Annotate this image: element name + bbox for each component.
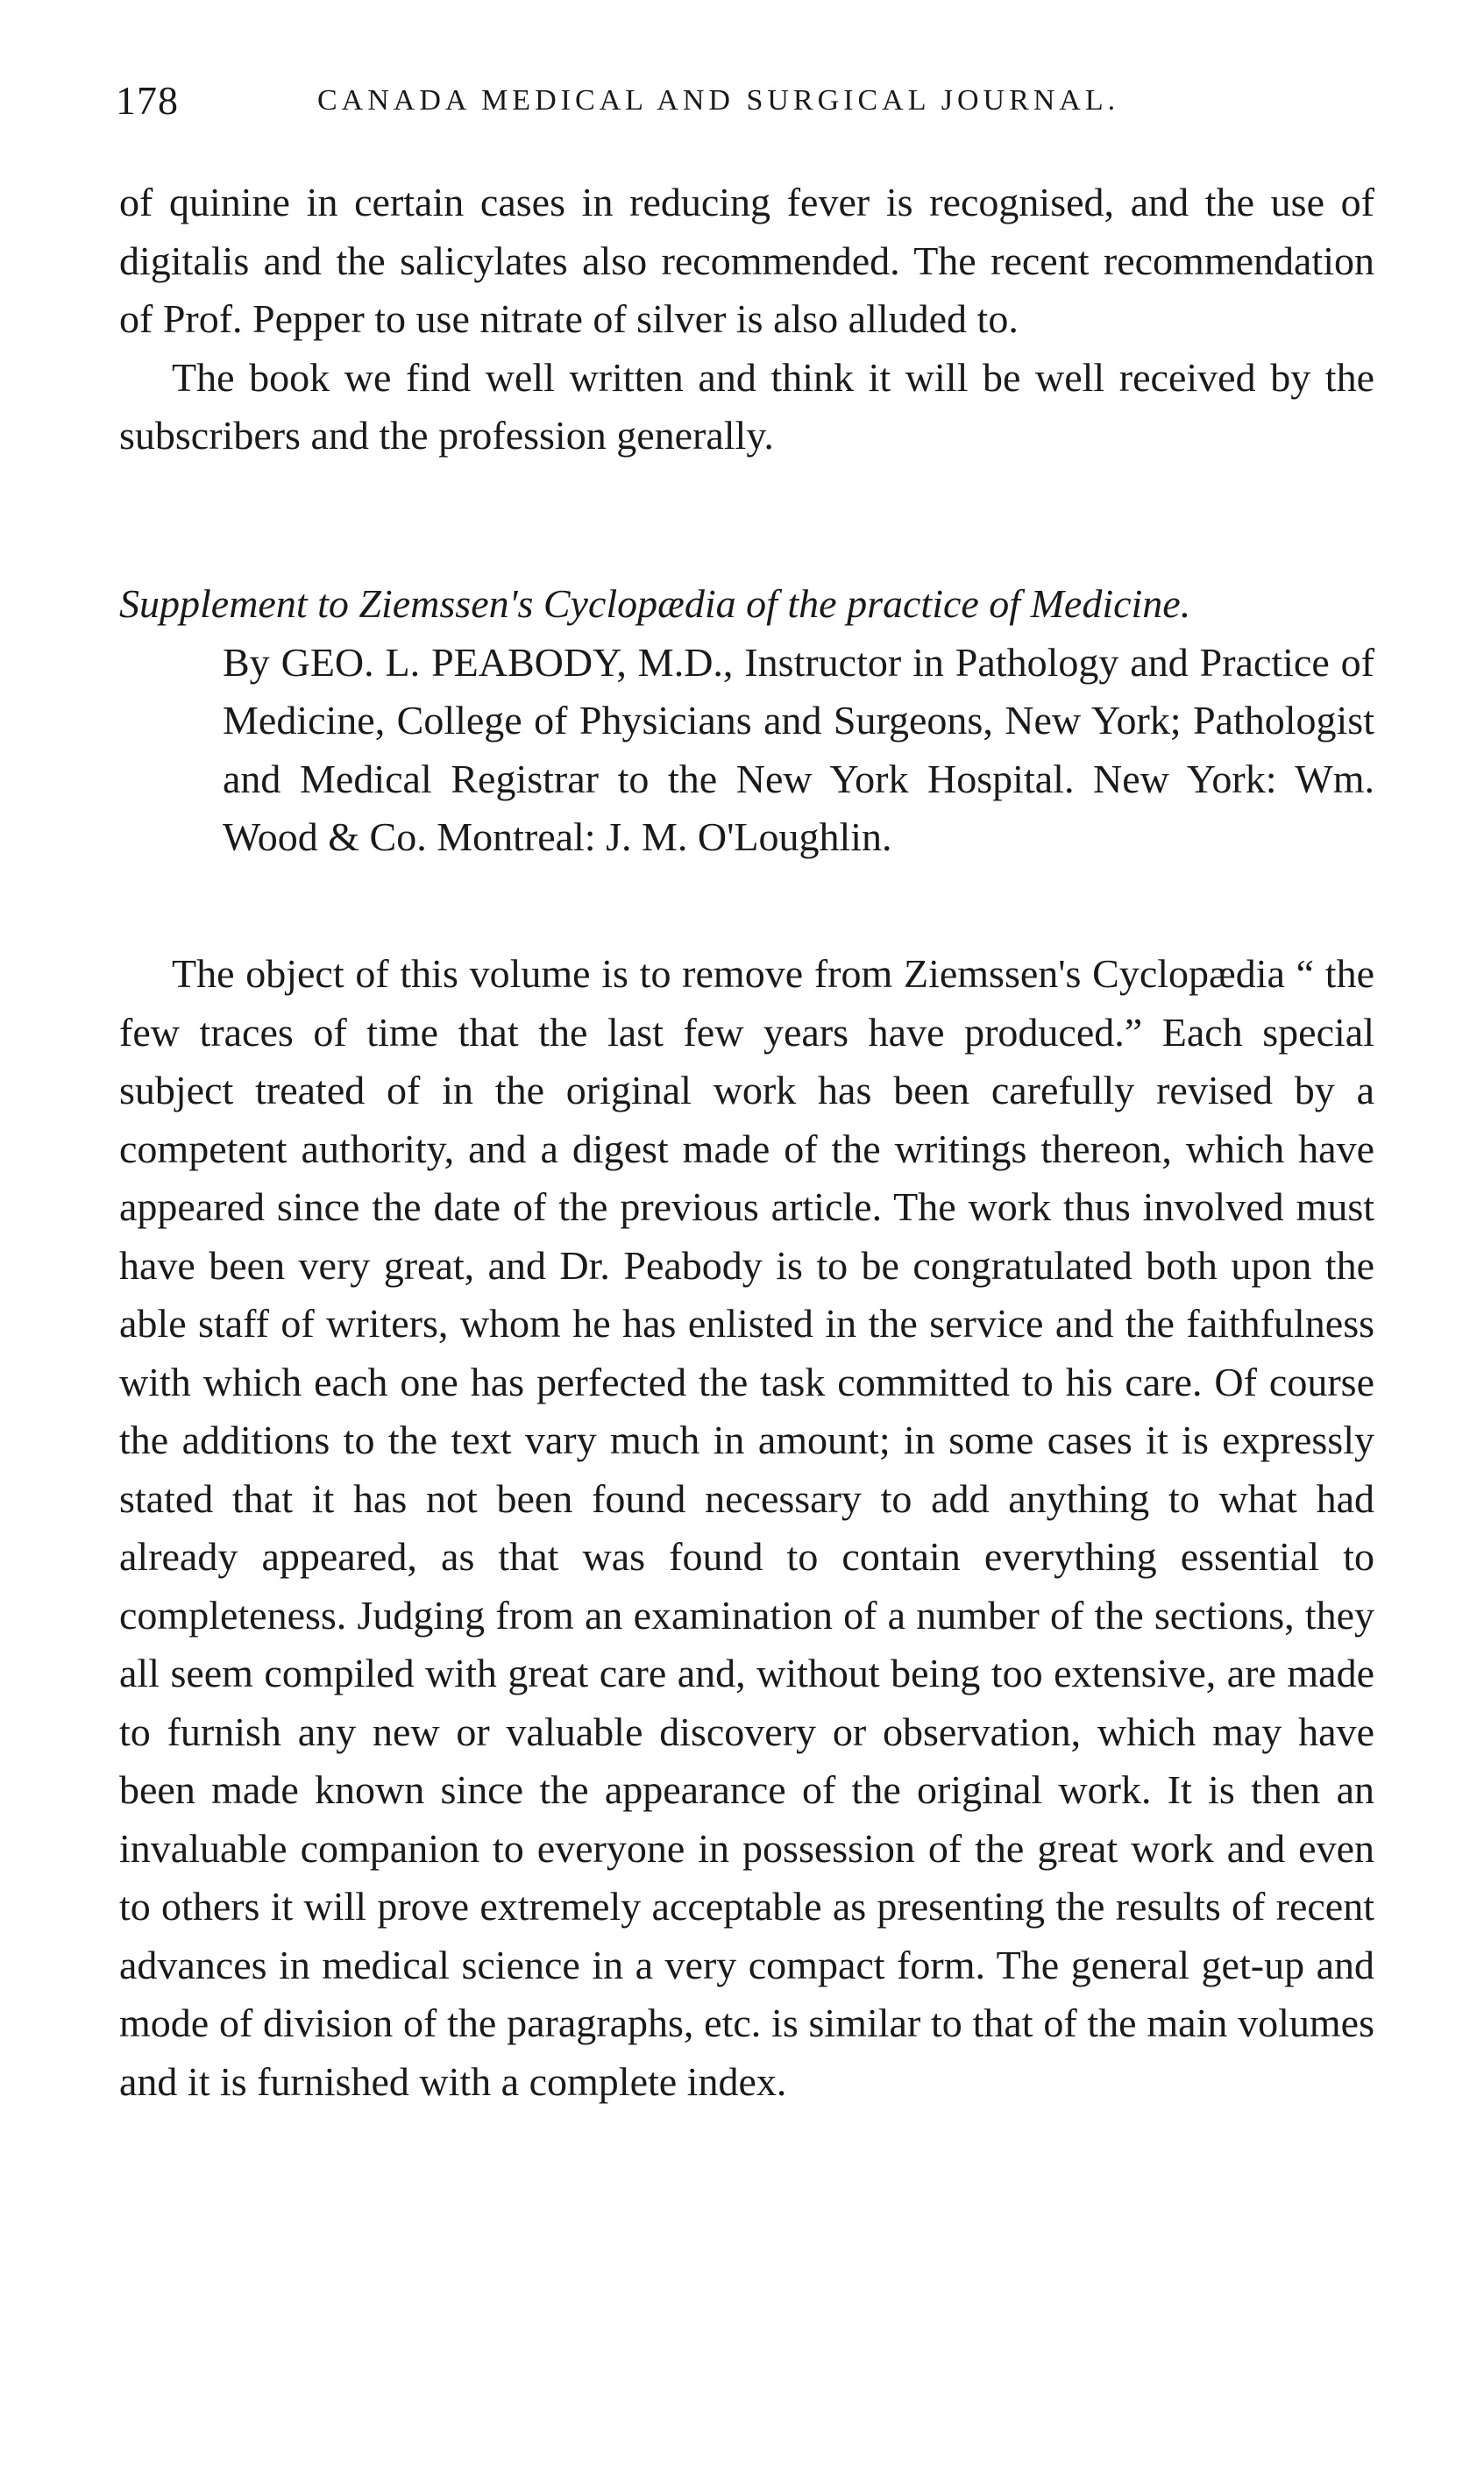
book-title: Supplement to Ziemssen's Cyclopædia of the practice of Medicine. — [119, 581, 1191, 626]
running-title: CANADA MEDICAL AND SURGICAL JOURNAL. — [317, 84, 1120, 117]
continued-review — [119, 174, 1374, 465]
paragraph-continuation: of quinine in certain cases in reducing fever is recognised, and the use of digitalis and the salicylates also recommended. The recent recommendation of Prof. Pepper to use nitrate of silver is also alluded to. — [119, 180, 1374, 341]
book-citation — [119, 575, 1374, 867]
book-review — [119, 945, 1374, 2111]
page-header — [116, 77, 1369, 130]
paragraph-closing: The book we find well written and think it will be well received by the subscribers and the profession generally. — [119, 354, 1374, 458]
review-paragraph: The object of this volume is to remove from Ziemssen's Cyclopædia “ the few traces of time that the last few years have produced.” Each special subject treated of in the original work has been carefully revised by a competent authority, and a digest made of the writings thereon, which have appeared since the date of the previous article. The work thus involved must have been very great, and Dr. Peabody is to be congratulated both upon the able staff of writers, whom he has enlisted in the service and the faithfulness with which each one has perfected the task committed to his care. Of course the additions to the text vary much in amount; in some cases it is expressly stated that it has not been found necessary to add anything to what had already appeared, as that was found to contain everything essential to completeness. Judging from an examination of a number of the sections, they all seem compiled with great care and, without being too extensive, are made to furnish any new or valuable discovery or observation, which may have been made known since the appearance of the original work. It is then an invaluable companion to everyone in possession of the great work and even to others it will prove extremely acceptable as presenting the results of recent advances in medical science in a very compact form. The general get-up and mode of division of the paragraphs, etc. is similar to that of the main volumes and it is furnished with a complete index. — [119, 951, 1374, 2104]
book-details: By GEO. L. PEABODY, M.D., Instructor in Pathology and Practice of Medicine, College of Physicians and Surgeons, New York; Pathologist and Medical Registrar to the New York Hospital. New York: Wm. Wood & Co. Montreal: J. M. O'Loughlin. — [223, 639, 1374, 859]
page-number: 178 — [116, 78, 179, 123]
